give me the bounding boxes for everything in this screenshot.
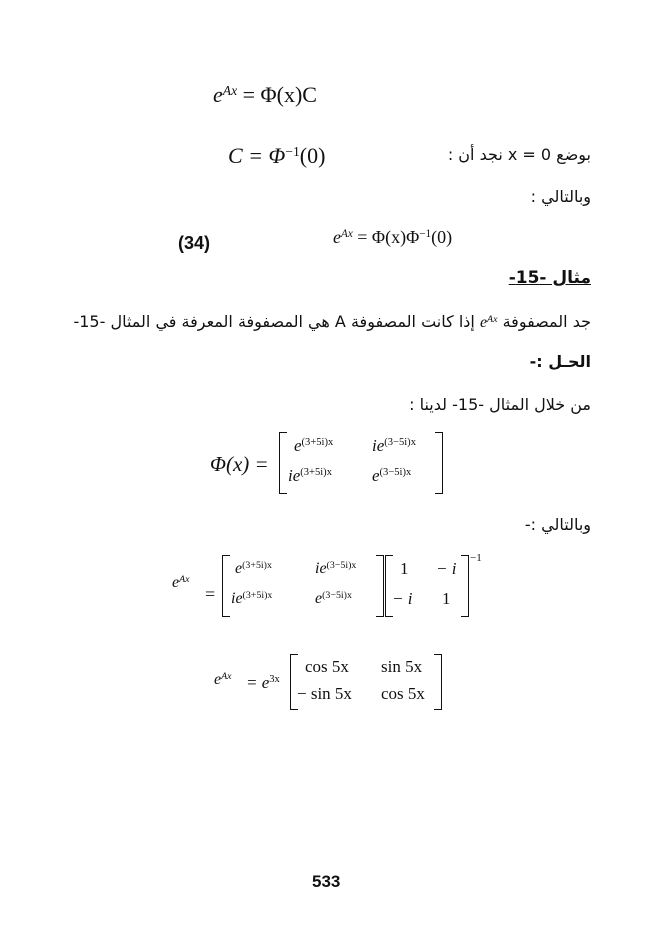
eq6-cell-21: − sin 5x [297, 684, 352, 703]
eq3-lhs: e [333, 227, 341, 247]
equation-3 [333, 227, 452, 248]
eq6-matrix [290, 654, 442, 710]
eq5-matrix-inverse [385, 555, 469, 617]
phi-cell-11: $e^{(3+5i)x}$ [294, 436, 334, 455]
eq5-inv-12: − i [436, 559, 457, 578]
phi-cell-22: $e^{(3-5i)x}$ [372, 466, 412, 485]
eq6-cell-12: sin 5x [381, 657, 423, 676]
eq5-cell-12: $ie^{(3-5i)x}$ [315, 559, 357, 577]
eq5-inv-22: 1 [442, 589, 451, 608]
eq3-mid: = Φ(x)Φ [357, 227, 420, 247]
eq5-inv-11: 1 [400, 559, 409, 578]
eq2-sup: −1 [285, 143, 300, 159]
equation-1 [213, 82, 317, 108]
eq1-lhs: e [213, 82, 223, 107]
solution-heading: الحـل :- [529, 352, 591, 371]
eq5-lhs: $e^{Ax}$ [172, 573, 190, 591]
problem-statement [73, 312, 591, 332]
eq2-prefix: بوضع x = 0 نجد أن : [447, 145, 591, 164]
phi-cell-21: $ie^{(3+5i)x}$ [288, 466, 332, 485]
text-thus-2: وبالتالي :- [524, 515, 591, 534]
eq5-cell-21: $ie^{(3+5i)x}$ [231, 589, 273, 607]
eq1-lhs-sup: Ax [222, 82, 238, 98]
eq3-tail: (0) [431, 227, 453, 247]
eq6-cell-22: cos 5x [381, 684, 425, 703]
eq6-eq: = $e^{3x}$ [246, 673, 280, 692]
eq5-matrix-left [222, 555, 384, 617]
phi-label: Φ(x) = [210, 452, 269, 476]
phi-cell-12: $ie^{(3-5i)x}$ [372, 436, 416, 455]
eq5-cell-11: $e^{(3+5i)x}$ [235, 559, 272, 577]
eq5-inv-sup: −1 [470, 552, 482, 564]
eq3-number: (34) [178, 233, 211, 253]
text-thus: وبالتالي : [530, 187, 591, 206]
eq5-inv-21: − i [392, 589, 413, 608]
eq3-lhs-sup: Ax [341, 227, 353, 240]
eq6-lhs: $e^{Ax}$ [214, 670, 232, 688]
eq1-rhs: = Φ(x)C [242, 82, 317, 107]
phi-matrix [279, 432, 443, 494]
eq3-mid-sup: −1 [419, 227, 432, 240]
problem-exp: $e^{Ax}$ [479, 313, 498, 331]
eq2-text: C = Φ [228, 143, 286, 168]
eq2-tail: (0) [299, 143, 326, 168]
eq5-cell-22: $e^{(3-5i)x}$ [315, 589, 352, 607]
problem-part1: جد المصفوفة [502, 312, 591, 331]
problem-part2: إذا كانت المصفوفة A هي المصفوفة المعرفة في المثال -15- [73, 312, 475, 331]
page-number: 533 [312, 872, 341, 891]
eq6-cell-11: cos 5x [305, 657, 349, 676]
equation-2 [228, 143, 325, 169]
eq5-eq: = [205, 584, 216, 604]
from-example: من خلال المثال -15- لدينا : [409, 395, 591, 414]
example-heading: مثال -15- [508, 268, 591, 288]
